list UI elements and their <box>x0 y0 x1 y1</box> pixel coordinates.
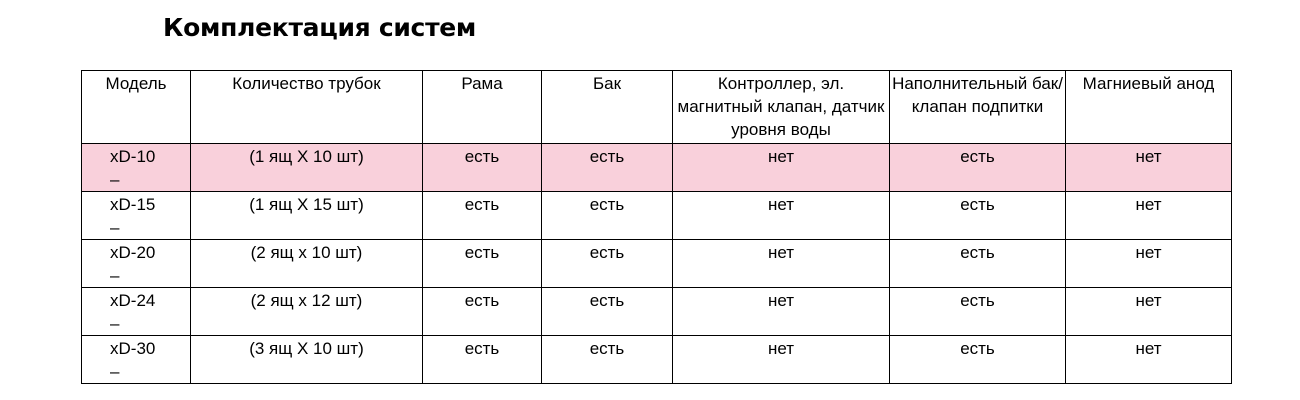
cell-controller: нет <box>673 192 890 240</box>
model-dash: – <box>110 362 120 381</box>
cell-frame: есть <box>423 288 542 336</box>
table-row <box>82 336 1232 384</box>
header-anode: Магниевый анод <box>1066 71 1232 144</box>
cell-controller: нет <box>673 144 890 192</box>
cell-frame: есть <box>423 144 542 192</box>
model-code: xD-24 <box>110 291 156 310</box>
model-dash: – <box>110 266 120 285</box>
cell-tank: есть <box>542 240 673 288</box>
cell-tubes: (1 ящ X 15 шт) <box>191 192 423 240</box>
cell-model <box>82 240 191 288</box>
cell-tubes: (1 ящ X 10 шт) <box>191 144 423 192</box>
cell-filling-tank: есть <box>890 288 1066 336</box>
table-header-row <box>82 71 1232 144</box>
model-code: xD-20 <box>110 243 156 262</box>
model-code: xD-30 <box>110 339 156 358</box>
cell-model <box>82 144 191 192</box>
header-filling-tank: Наполнительный бак/клапан подпитки <box>890 71 1066 144</box>
cell-tubes: (3 ящ X 10 шт) <box>191 336 423 384</box>
cell-controller: нет <box>673 240 890 288</box>
cell-model <box>82 192 191 240</box>
header-model: Модель <box>82 71 191 144</box>
cell-tubes: (2 ящ х 10 шт) <box>191 240 423 288</box>
header-frame: Рама <box>423 71 542 144</box>
cell-anode: нет <box>1066 288 1232 336</box>
cell-anode: нет <box>1066 336 1232 384</box>
cell-filling-tank: есть <box>890 144 1066 192</box>
cell-anode: нет <box>1066 240 1232 288</box>
cell-filling-tank: есть <box>890 336 1066 384</box>
cell-filling-tank: есть <box>890 240 1066 288</box>
table-row <box>82 144 1232 192</box>
cell-tank: есть <box>542 144 673 192</box>
table-row <box>82 288 1232 336</box>
configuration-table <box>81 70 1232 384</box>
cell-frame: есть <box>423 240 542 288</box>
cell-frame: есть <box>423 336 542 384</box>
cell-frame: есть <box>423 192 542 240</box>
cell-tank: есть <box>542 288 673 336</box>
cell-filling-tank: есть <box>890 192 1066 240</box>
model-dash: – <box>110 218 120 237</box>
model-code: xD-10 <box>110 147 156 166</box>
table-row <box>82 192 1232 240</box>
header-tubes: Количество трубок <box>191 71 423 144</box>
header-tank: Бак <box>542 71 673 144</box>
cell-tank: есть <box>542 336 673 384</box>
table-row <box>82 240 1232 288</box>
model-dash: – <box>110 170 120 189</box>
cell-controller: нет <box>673 336 890 384</box>
cell-anode: нет <box>1066 192 1232 240</box>
cell-model <box>82 288 191 336</box>
header-controller: Контроллер, эл. магнитный клапан, датчик уровня воды <box>673 71 890 144</box>
cell-tubes: (2 ящ х 12 шт) <box>191 288 423 336</box>
page-title: Комплектация систем <box>163 13 477 42</box>
model-code: xD-15 <box>110 195 156 214</box>
cell-model <box>82 336 191 384</box>
cell-controller: нет <box>673 288 890 336</box>
cell-tank: есть <box>542 192 673 240</box>
model-dash: – <box>110 314 120 333</box>
cell-anode: нет <box>1066 144 1232 192</box>
